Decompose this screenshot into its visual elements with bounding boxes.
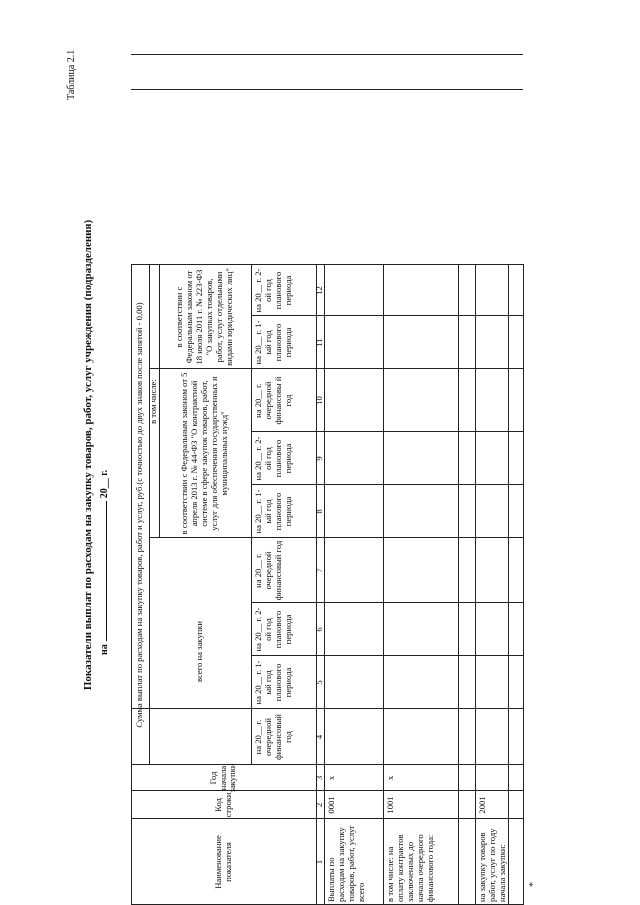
- header-name: Наименование показателя: [212, 835, 233, 889]
- date-prefix: на: [99, 644, 110, 655]
- column-number-8: 8: [314, 509, 325, 514]
- header-period-col-11: на 20__ г. 1-ый год планового периода: [253, 320, 293, 365]
- document-title: Показатели выплат по расходам на закупку товаров, работ, услуг учреждения (подразделения): [82, 219, 94, 691]
- header-period-col-9: на 20__ г. 2-ой год планового периода: [253, 436, 293, 481]
- header-period-col-10: на 20__ г. очередной финансовы й год: [253, 376, 293, 425]
- column-number-4: 4: [314, 734, 325, 740]
- table-row-year: x: [385, 775, 395, 781]
- header-law44: в соответствии с Федеральным законом от 5 апреля 2013 г. № 44-ФЗ "О контрактной системе в сфере закупок товаров, работ, услуг для обеспечения государственных и муниципальных нужд": [179, 372, 229, 535]
- header-year: Год начала закупки: [207, 763, 238, 793]
- column-number-11: 11: [314, 338, 325, 347]
- table-row-year: x: [326, 775, 336, 781]
- indicators-table: [131, 55, 523, 905]
- table-row-year: [508, 765, 523, 791]
- table-number: Таблица 2.1: [66, 49, 77, 100]
- column-number-5: 5: [314, 680, 325, 685]
- date-blank: [97, 501, 107, 641]
- date-suffix: 20__ г.: [99, 469, 110, 499]
- header-period-col-5: на 20__ г. 1-ый год планового периода: [253, 660, 293, 705]
- column-number-6: 6: [314, 627, 325, 632]
- table-row-year: [458, 765, 475, 791]
- column-number-7: 7: [314, 568, 325, 573]
- column-number-10: 10: [314, 396, 325, 405]
- header-total: всего на закупки: [194, 621, 205, 682]
- column-number-2: 2: [314, 802, 325, 808]
- scan-mark: *: [528, 882, 539, 887]
- header-incl: в том числе:: [148, 379, 159, 424]
- header-period-col-7: на 20__ г. очередной финансовый год: [253, 540, 283, 601]
- table-row-name: [508, 819, 523, 905]
- table-row-name: Выплаты по расходам на закупку товаров, работ, услуг всего: [326, 825, 366, 902]
- header-code: Код строки: [212, 792, 233, 818]
- column-number-12: 12: [314, 286, 325, 295]
- table-row-name: на закупку товаров работ, услуг по году начала закупки:: [477, 828, 507, 902]
- table-row-code: 0001: [326, 796, 336, 814]
- column-number-9: 9: [314, 456, 325, 461]
- column-number-3: 3: [314, 775, 325, 781]
- table-row-code: [458, 791, 475, 819]
- header-period-col-8: на 20__ г. 1-ый год планового периода: [253, 489, 293, 534]
- column-number-1: 1: [314, 859, 325, 865]
- table-row-name: в том числе: на оплату контрактов заключенных до начала очередного финансового года:: [385, 834, 435, 902]
- table-row-name: [458, 819, 475, 905]
- header-period-col-12: на 20__ г. 2-ой год планового периода: [253, 268, 293, 313]
- header-sum: Сумма выплат по расходам на закупку товаров, работ и услуг, руб.(с точностью до двух знаков после запятой - 0,00): [134, 302, 145, 728]
- header-period-col-4: на 20__ г. очередной финансовый год: [253, 714, 293, 760]
- table-row-code: [508, 791, 523, 819]
- table-row-code: 2001: [477, 796, 487, 814]
- header-period-col-6: на 20__ г. 2-ой год планового периода: [253, 607, 293, 652]
- header-law223: в соответствии с Федеральным законом от 18 июля 2011 г. № 223-ФЗ "О закупках товаров, работ, услуг отдельными видами юридических лиц": [174, 268, 234, 366]
- date-line: [97, 335, 110, 655]
- table-row-year: [475, 765, 508, 791]
- table-row-code: 1001: [385, 796, 395, 814]
